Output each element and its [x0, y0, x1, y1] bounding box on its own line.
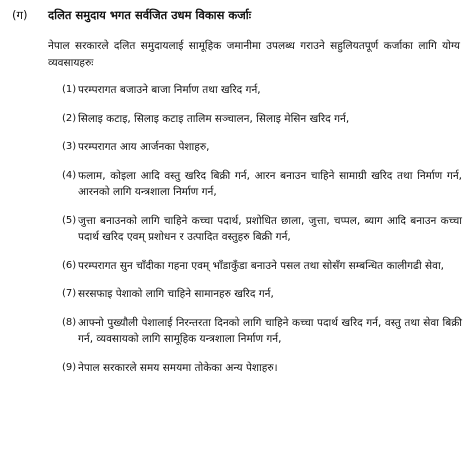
list-item-number: (7) — [62, 288, 77, 299]
list-item — [62, 286, 462, 303]
list-item-text: आफ्नो पुख्यौली पेशालाई निरन्तरता दिनको लागि चाहिने कच्चा पदार्थ खरिद गर्न, वस्तु तथा सेवा बिक्री गर्न, व्यवसायको लागि सामूहिक यन्त्रशाला निर्माण गर्न, — [78, 316, 462, 345]
list-item — [62, 213, 462, 246]
section-heading — [12, 8, 462, 23]
list-item — [62, 168, 462, 201]
intro-paragraph: नेपाल सरकारले दलित समुदायलाई सामूहिक जमानीमा उपलब्ध गराउने सहुलियतपूर्ण कर्जाका लागि योग्य व्यवसायहरुः — [48, 40, 460, 69]
list-item-number: (4) — [62, 169, 77, 181]
list-item-text: परम्परागत बजाउने बाजा निर्माण तथा खरिद गर्न, — [78, 84, 261, 96]
list-item — [62, 139, 462, 156]
list-item-number: (9) — [62, 361, 77, 373]
list-item — [62, 360, 462, 377]
list-item-text: नेपाल सरकारले समय समयमा तोकेका अन्य पेशाहरु। — [78, 361, 278, 374]
list-item-number: (2) — [62, 112, 77, 124]
list-item-number: (3) — [62, 141, 77, 152]
list-item-text: परम्परागत सुन चाँदीका गहना एवम् भाँडाकुँडा बनाउने पसल तथा सोसँग सम्बन्धित कालीगढी सेवा, — [78, 259, 445, 272]
list-item-text: फलाम, कोइला आदि वस्तु खरिद बिक्री गर्न, आरन बनाउन चाहिने सामाग्री खरिद तथा निर्माण गर्न, आरनको लागि यन्त्रशाला निर्माण गर्न, — [78, 169, 462, 198]
list-item-text: जुत्ता बनाउनको लागि चाहिने कच्चा पदार्थ, प्रशोधित छाला, जुत्ता, चप्पल, ब्याग आदि बनाउन कच्चा पदार्थ खरिद एवम् प्रशोधन र उत्पादित वस्तुहरु बिक्री गर्न, — [78, 214, 462, 243]
list-item — [62, 258, 462, 275]
list-item — [62, 82, 462, 99]
section-marker: (ग) — [12, 8, 28, 22]
list-item-text: परम्परागत आय आर्जनका पेशाहरु, — [78, 141, 210, 153]
eligible-business-list — [62, 82, 462, 388]
list-item-number: (8) — [62, 316, 77, 328]
list-item-text: सिलाइ कटाइ, सिलाइ कटाइ तालिम सञ्चालन, सिलाइ मेसिन खरिद गर्न, — [78, 112, 350, 125]
list-item-text: सरसफाइ पेशाको लागि चाहिने सामानहरु खरिद गर्न, — [78, 288, 274, 300]
list-item-number: (6) — [62, 259, 77, 271]
list-item-number: (1) — [62, 84, 77, 95]
list-item-number: (5) — [62, 214, 77, 226]
list-item — [62, 111, 462, 128]
list-item — [62, 315, 462, 348]
section-title: दलित समुदाय भगत सर्वजित उधम विकास कर्जाः — [48, 8, 252, 22]
